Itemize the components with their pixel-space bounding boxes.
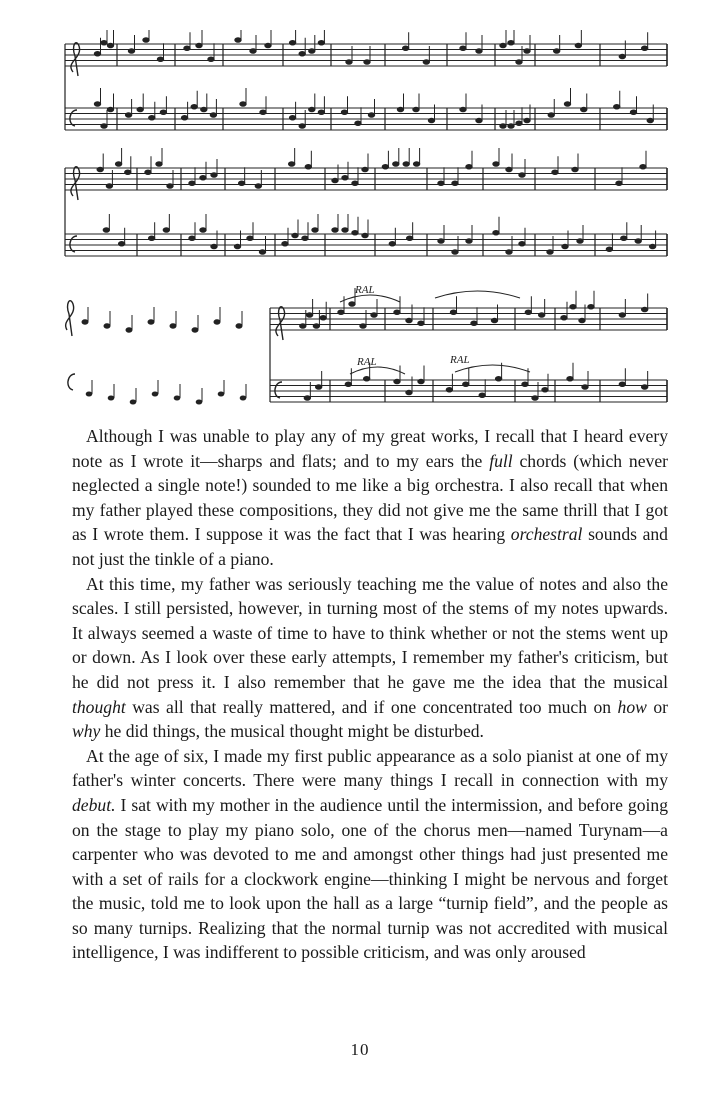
note-head	[304, 396, 310, 401]
tempo-marking: RAL	[355, 284, 375, 296]
note-head	[167, 184, 173, 189]
note-head	[428, 118, 434, 123]
note-head	[234, 244, 240, 249]
note-head	[630, 110, 636, 115]
body-text	[72, 424, 668, 965]
note-head	[94, 102, 100, 107]
note-head	[362, 167, 368, 172]
note-head	[108, 396, 114, 400]
note-head	[107, 107, 113, 112]
note-head	[577, 239, 583, 244]
note-head	[125, 113, 131, 118]
note-head	[522, 382, 528, 387]
note-head	[532, 396, 538, 401]
note-head	[635, 239, 641, 244]
note-head	[471, 321, 477, 326]
paragraph	[72, 424, 668, 572]
note-head	[438, 181, 444, 186]
note-head	[189, 236, 195, 241]
note-head	[174, 396, 180, 400]
handwritten-score	[55, 30, 675, 415]
text-run: was all that really mattered, and if one concentrated too much on	[125, 696, 618, 717]
note-head	[200, 228, 206, 233]
note-head	[413, 162, 419, 167]
note-head	[125, 170, 131, 175]
note-head	[289, 40, 295, 45]
text-run: or	[646, 696, 668, 717]
note-head	[82, 320, 88, 324]
note-head	[115, 162, 121, 167]
note-head	[582, 385, 588, 390]
note-head	[418, 379, 424, 384]
note-head	[196, 400, 202, 404]
note-head	[152, 392, 158, 396]
note-head	[160, 110, 166, 115]
note-head	[309, 107, 315, 112]
note-head	[189, 181, 195, 186]
note-head	[360, 324, 366, 329]
note-head	[640, 164, 646, 169]
text-run: At the age of six, I made my first public appearance as a solo pianist at one of my father's winter concerts. There were many things I recall in connection with my	[72, 745, 668, 791]
note-head	[292, 233, 298, 238]
note-head	[126, 328, 132, 332]
note-head	[163, 228, 169, 233]
note-head	[259, 250, 265, 255]
note-head	[567, 376, 573, 381]
note-head	[289, 115, 295, 120]
note-head	[364, 60, 370, 65]
note-head	[516, 60, 522, 65]
bass-clef	[70, 236, 77, 252]
note-head	[255, 184, 261, 189]
note-head	[104, 324, 110, 328]
note-head	[641, 385, 647, 390]
bass-clef	[275, 382, 282, 398]
note-head	[332, 178, 338, 183]
note-head	[288, 162, 294, 167]
note-head	[201, 107, 207, 112]
note-head	[210, 113, 216, 118]
note-head	[306, 313, 312, 318]
note-head	[547, 250, 553, 255]
note-head	[619, 382, 625, 387]
note-head	[403, 162, 409, 167]
note-head	[491, 318, 497, 323]
bass-clef	[68, 374, 75, 390]
note-head	[493, 230, 499, 235]
note-head	[346, 60, 352, 65]
note-head	[641, 46, 647, 51]
note-head	[107, 43, 113, 48]
text-run: I sat with my mother in the audience until the intermission, and before going on the stage to play my piano solo, one of the chorus men—named Turynam—a carpenter who was devoted to me and amongst other things had just presented me with a set of rails for a clockwork engine—thinking I might be nervous and forget the music, told me to look upon the hall as a large “turnip field”, and the people as so many turnips. Realizing that the normal turnip was not accredited with musical intelligence, I was indifferent to possible criticism, and was only aroused	[72, 794, 668, 963]
note-head	[402, 46, 408, 51]
note-head	[450, 310, 456, 315]
note-head	[332, 228, 338, 233]
note-head	[406, 236, 412, 241]
italic-run: orchestral	[510, 524, 583, 545]
italic-run: why	[72, 721, 101, 742]
note-head	[309, 49, 315, 54]
note-head	[418, 321, 424, 326]
note-head	[508, 40, 514, 45]
note-head	[247, 236, 253, 241]
note-head	[460, 46, 466, 51]
note-head	[476, 118, 482, 123]
bass-clef	[70, 110, 77, 126]
note-head	[452, 250, 458, 255]
text-run: sounds and not just the tinkle of a piano.	[72, 524, 668, 569]
note-head	[315, 385, 321, 390]
treble-clef	[276, 307, 285, 340]
note-head	[238, 181, 244, 186]
paragraph	[72, 572, 668, 744]
italic-run: debut.	[72, 794, 116, 815]
note-head	[342, 228, 348, 233]
note-head	[299, 124, 305, 129]
music-score-illustration	[55, 30, 675, 415]
note-head	[355, 121, 361, 126]
note-head	[342, 175, 348, 180]
note-head	[145, 170, 151, 175]
italic-run: how	[617, 696, 647, 717]
text-run: Although I was unable to play any of my great works, I recall that I heard every note as I wrote it—sharps and flats; and to my ears the	[72, 426, 668, 471]
note-head	[184, 46, 190, 51]
note-head	[564, 102, 570, 107]
note-head	[313, 324, 319, 329]
note-head	[413, 107, 419, 112]
note-head	[156, 162, 162, 167]
note-head	[302, 236, 308, 241]
note-head	[260, 110, 266, 115]
note-head	[606, 247, 612, 252]
note-head	[460, 107, 466, 112]
note-head	[363, 376, 369, 381]
note-head	[101, 124, 107, 129]
note-head	[382, 164, 388, 169]
note-head	[181, 115, 187, 120]
note-head	[240, 396, 246, 400]
note-head	[506, 250, 512, 255]
note-head	[438, 239, 444, 244]
note-head	[312, 228, 318, 233]
note-head	[561, 315, 567, 320]
note-head	[548, 113, 554, 118]
note-head	[588, 304, 594, 309]
note-head	[406, 390, 412, 395]
treble-clef	[66, 301, 74, 336]
note-head	[148, 320, 154, 324]
note-head	[394, 310, 400, 315]
note-head	[621, 236, 627, 241]
note-head	[191, 104, 197, 109]
note-head	[218, 392, 224, 396]
note-head	[397, 107, 403, 112]
page-number: 10	[350, 1040, 370, 1059]
note-head	[575, 43, 581, 48]
note-head	[506, 167, 512, 172]
note-head	[130, 400, 136, 404]
note-head	[349, 302, 355, 307]
note-head	[389, 241, 395, 246]
note-head	[352, 181, 358, 186]
note-head	[371, 313, 377, 318]
tempo-marking: RAL	[357, 356, 377, 368]
note-head	[200, 175, 206, 180]
note-head	[463, 382, 469, 387]
note-head	[320, 315, 326, 320]
note-head	[500, 124, 506, 129]
italic-run: full	[489, 450, 513, 471]
paragraph	[72, 744, 668, 965]
note-head	[118, 241, 124, 246]
treble-clef	[71, 43, 80, 76]
note-head	[647, 118, 653, 123]
note-head	[570, 304, 576, 309]
note-head	[143, 38, 149, 43]
slur	[435, 291, 520, 298]
slur	[455, 365, 530, 372]
text-run: he did things, the musical thought might be disturbed.	[100, 721, 484, 742]
note-head	[542, 387, 548, 392]
note-head	[525, 310, 531, 315]
note-head	[240, 102, 246, 107]
note-head	[101, 40, 107, 45]
note-head	[423, 60, 429, 65]
note-head	[519, 173, 525, 178]
note-head	[500, 43, 506, 48]
note-head	[516, 121, 522, 126]
note-head	[553, 49, 559, 54]
note-head	[208, 57, 214, 62]
note-head	[299, 51, 305, 56]
note-head	[94, 51, 100, 56]
note-head	[341, 110, 347, 115]
note-head	[250, 49, 256, 54]
note-head	[508, 124, 514, 129]
note-head	[519, 241, 525, 246]
note-head	[305, 164, 311, 169]
note-head	[236, 324, 242, 328]
note-head	[211, 173, 217, 178]
note-head	[211, 244, 217, 249]
note-head	[493, 162, 499, 167]
note-head	[97, 167, 103, 172]
note-head	[196, 43, 202, 48]
note-head	[649, 244, 655, 249]
note-head	[352, 230, 358, 235]
note-head	[214, 320, 220, 324]
note-head	[282, 241, 288, 246]
note-head	[406, 318, 412, 323]
note-head	[318, 110, 324, 115]
note-head	[300, 324, 306, 329]
note-head	[235, 38, 241, 43]
note-head	[619, 313, 625, 318]
note-head	[137, 107, 143, 112]
note-head	[338, 310, 344, 315]
note-head	[345, 382, 351, 387]
note-head	[103, 228, 109, 233]
treble-clef	[71, 167, 80, 200]
note-head	[265, 43, 271, 48]
note-head	[581, 107, 587, 112]
note-head	[192, 328, 198, 332]
note-head	[170, 324, 176, 328]
note-head	[157, 57, 163, 62]
note-head	[552, 170, 558, 175]
note-head	[579, 318, 585, 323]
note-head	[394, 379, 400, 384]
note-head	[446, 387, 452, 392]
note-head	[318, 40, 324, 45]
note-head	[538, 313, 544, 318]
note-head	[572, 167, 578, 172]
note-head	[562, 244, 568, 249]
note-head	[149, 115, 155, 120]
note-head	[148, 236, 154, 241]
note-head	[524, 49, 530, 54]
note-head	[479, 393, 485, 398]
note-head	[393, 162, 399, 167]
note-head	[524, 118, 530, 123]
note-head	[619, 54, 625, 59]
text-run: chords (which never neglected a single note!) sounded to me like a big orchestra. I also recall that when my father played these compositions, they did not give me the same thrill that I got as I wrote them. I suppose it was the fact that I was hearing	[72, 450, 668, 545]
note-head	[128, 49, 134, 54]
note-head	[466, 164, 472, 169]
note-head	[86, 392, 92, 396]
tempo-marking: RAL	[450, 354, 470, 366]
note-head	[362, 233, 368, 238]
note-head	[466, 239, 472, 244]
text-run: At this time, my father was seriously teaching me the value of notes and also the scales. I still persisted, however, in turning most of the stems of my notes upwards. It always seemed a waste of time to have to think whether or not the stems went up or down. As I look over these early attempts, I remember my father's criticism, but he did not press it. I also remember that he gave me the idea that the musical	[72, 573, 668, 692]
note-head	[368, 113, 374, 118]
note-head	[641, 307, 647, 312]
note-head	[106, 184, 112, 189]
note-head	[476, 49, 482, 54]
note-head	[452, 181, 458, 186]
note-head	[495, 376, 501, 381]
note-head	[616, 181, 622, 186]
note-head	[614, 104, 620, 109]
italic-run: thought	[72, 696, 126, 717]
slur	[340, 295, 400, 302]
slur	[350, 367, 405, 374]
